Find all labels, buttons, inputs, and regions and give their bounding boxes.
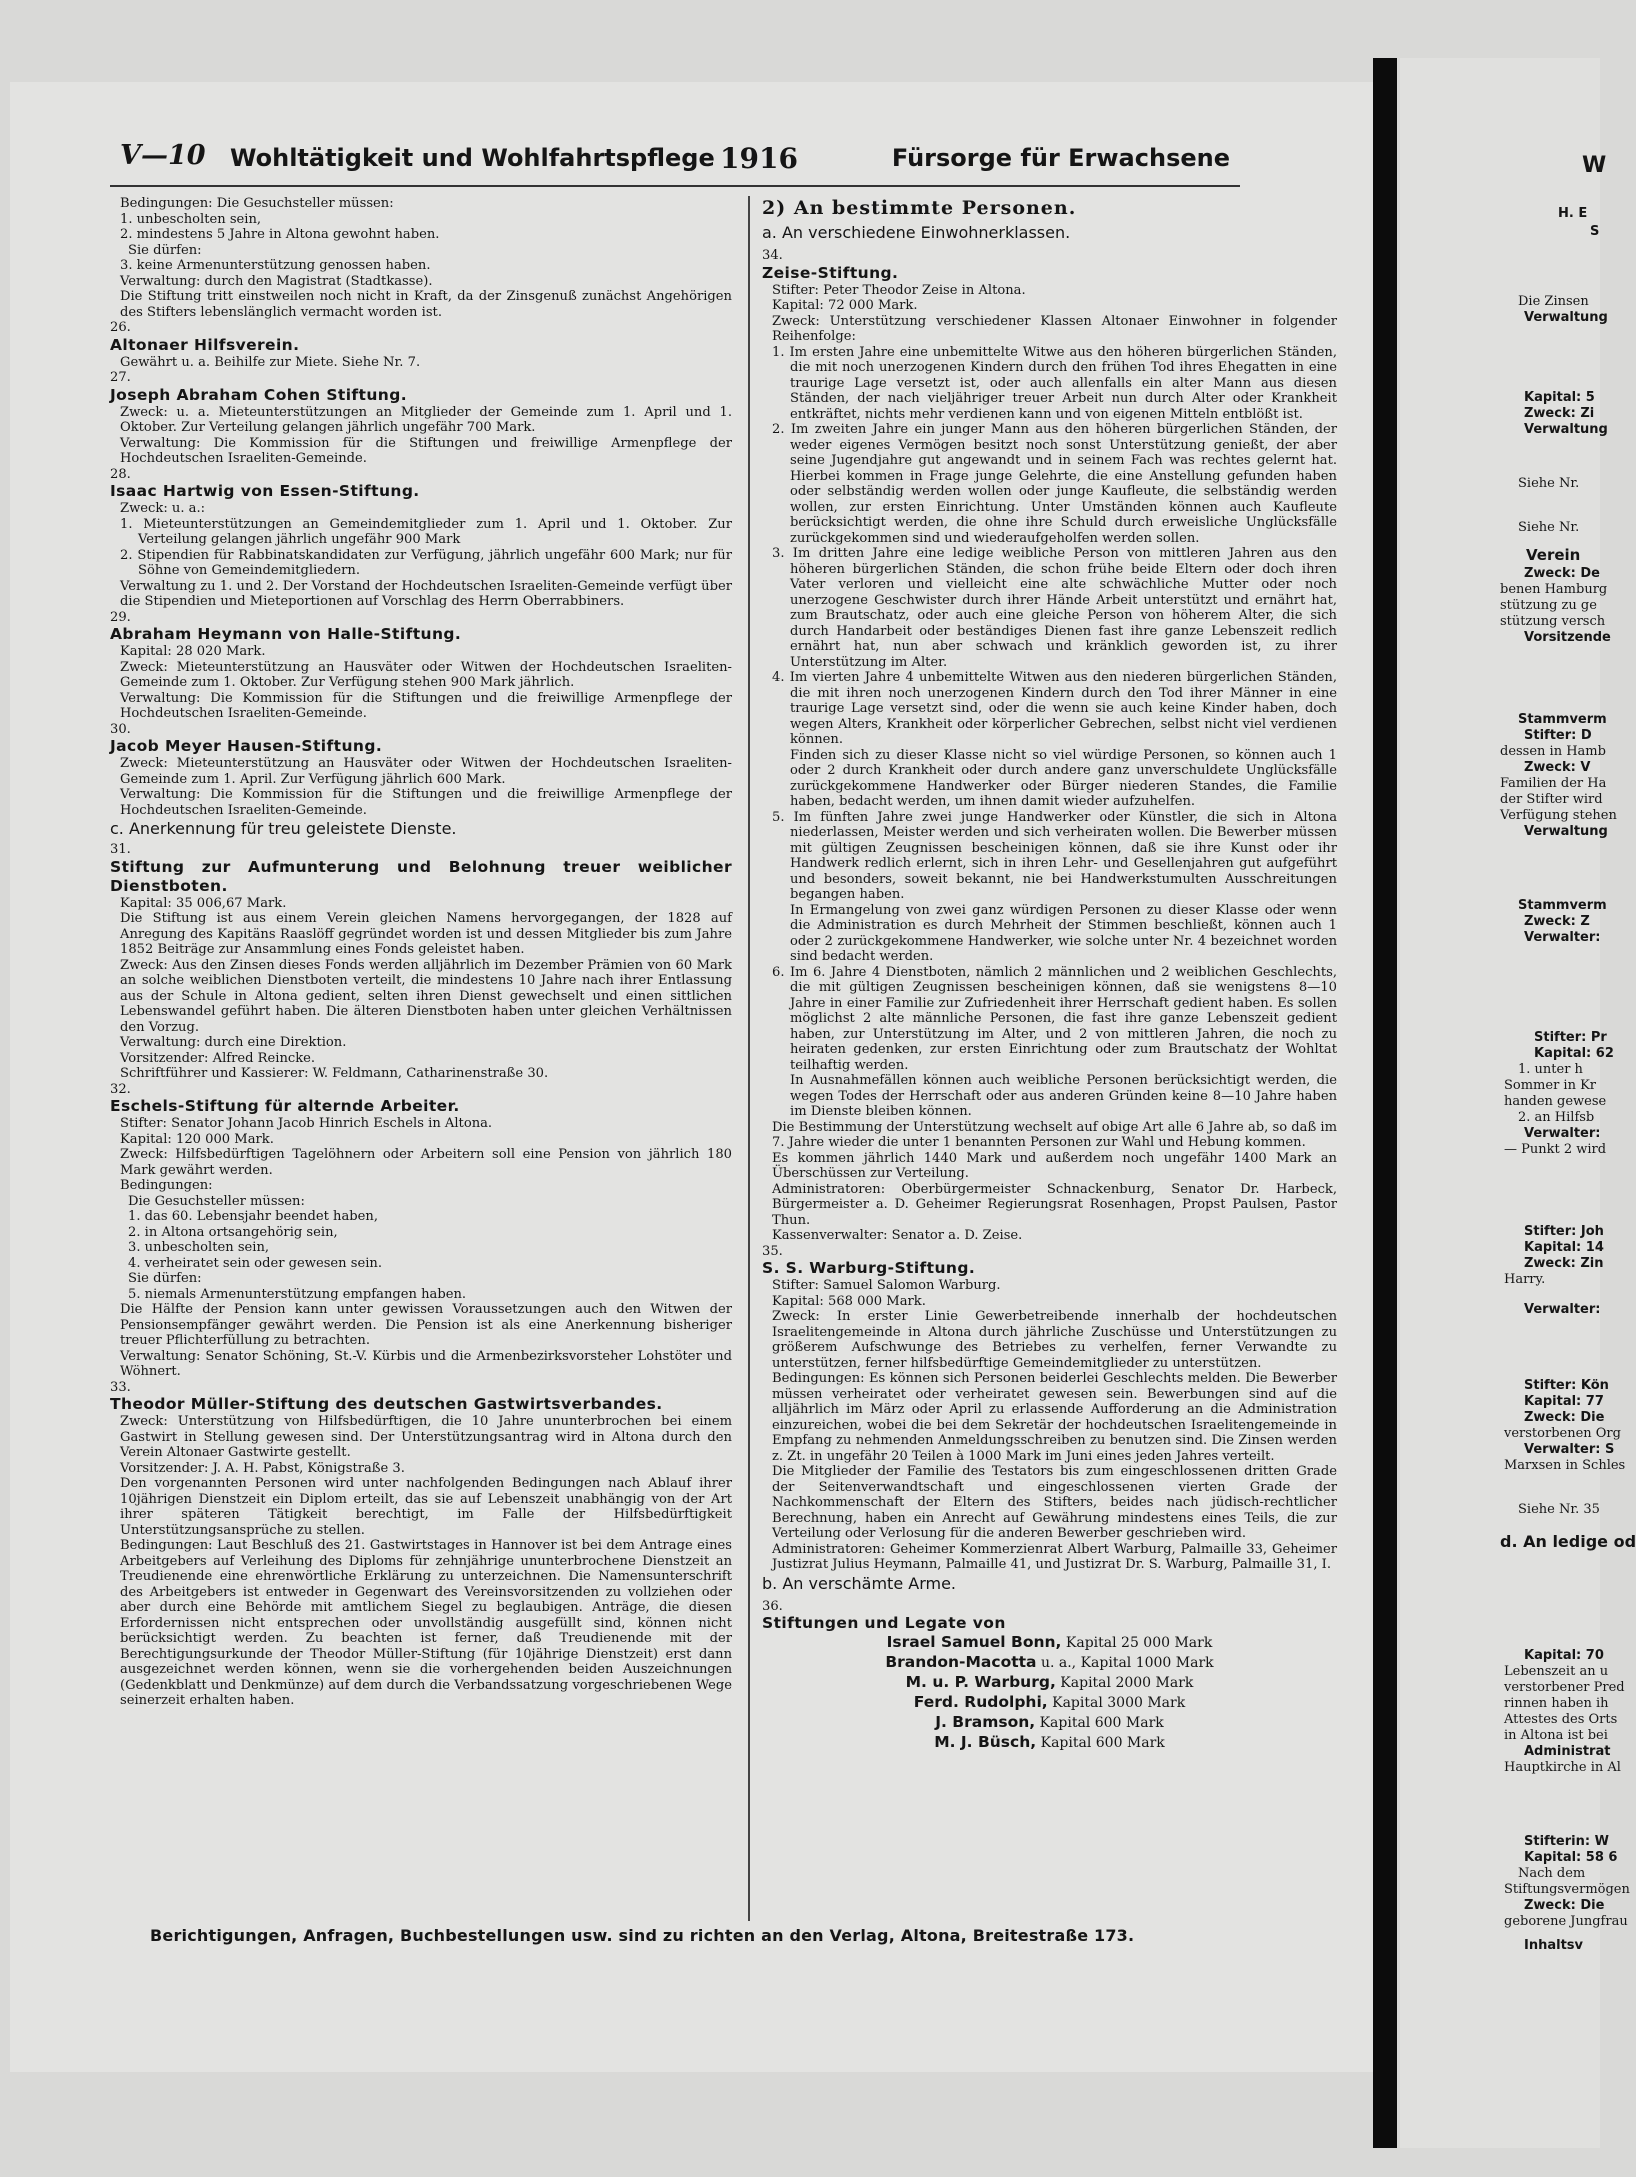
legacy-item (762, 1633, 1337, 1653)
entry-title: Joseph Abraham Cohen Stiftung. (110, 385, 408, 404)
fragment-line: stützung versch (1500, 614, 1606, 629)
entry-verwaltung: Verwaltung: durch eine Direktion. (120, 1035, 347, 1050)
left-column (110, 196, 732, 1922)
entry-item: 2. Im zweiten Jahre ein junger Mann aus den höheren bürgerlichen Ständen, der weder eigenes Vermögen besitzt noch sonst Unterstützung genießt, der aber seine Jugendjahre gut angewandt und in seinem Fach was rechtes gelernt hat. Hierbei kommen in Frage junge Gelehrte, die eine Anstellung gefunden haben oder selbständig werden wollen oder junge Kaufleute, die selbständig werden wollen, zur ersten Einrichtung. Unter Umständen können auch Kaufleute berücksichtigt werden, die ohne ihre Schuld durch erweisliche Unglücksfälle zurückgekommen sind und wiederaufgeholfen werden sollen. (772, 422, 1337, 546)
entry-text: Die Bestimmung der Unterstützung wechselt auf obige Art alle 6 Jahre ab, so daß im 7. Jahre wieder die unter 1 benannten Personen zur Wahl und Hebung kommen. (772, 1119, 1337, 1150)
legacy-name: Ferd. Rudolphi, (913, 1693, 1048, 1711)
intro-line: Die Stiftung tritt einstweilen noch nicht in Kraft, da der Zinsgenuß zunächst Angehörigen des Stifters lebenslänglich vermacht worden ist. (120, 289, 732, 320)
entry-item: 4. verheiratet sein oder gewesen sein. (128, 1255, 383, 1271)
fragment-line: Lebenszeit an u (1504, 1664, 1609, 1679)
legacy-item (762, 1673, 1337, 1693)
entry-item: 6. Im 6. Jahre 4 Dienstboten, nämlich 2 männlichen und 2 weiblichen Geschlechts, die mit gültigen Zeugnissen bescheinigen können, daß sie wenigstens 8—10 Jahre in einer Familie zur Zufriedenheit ihrer Herrschaft gedient haben. Es sollen möglichst 2 alte männliche Personen, die fast ihre ganze Lebenszeit gedient haben, zur Unterstützung im Alter, und 2 von mittleren Jahren, die noch zu heiraten gedenken, zur ersten Einrichtung oder zum Brautschatz der Wohltat teilhaftig werden. (772, 964, 1337, 1073)
entry-number: 36. (762, 1598, 783, 1614)
fragment-line: dessen in Hamb (1500, 744, 1606, 759)
fragment-line: Familien der Ha (1500, 776, 1607, 791)
entry-title: S. S. Warburg-Stiftung. (762, 1259, 976, 1277)
intro-line: Sie dürfen: (128, 242, 202, 258)
intro-line: 2. mindestens 5 Jahre in Altona gewohnt haben. (120, 227, 440, 242)
fragment-line: Zweck: De (1524, 566, 1600, 581)
entry-verwaltung: Verwaltung: Die Kommission für die Stiftungen und freiwillige Armenpflege der Hochdeutschen Israeliten-Gemeinde. (120, 435, 732, 466)
fragment-line: Inhaltsv (1524, 1938, 1584, 1953)
entry-text: Die Hälfte der Pension kann unter gewissen Voraussetzungen auch den Witwen der Pensionsempfänger gewährt werden. Die Pension ist als eine Anerkennung bisheriger treuer Pflichterfüllung zu betrachten. (120, 1302, 732, 1348)
entry-title: Theodor Müller-Stiftung des deutschen Gastwirtsverbandes. (110, 1395, 663, 1413)
entry-item: 2. Stipendien für Rabbinatskandidaten zur Verfügung, jährlich ungefähr 600 Mark; nur für Söhne von Gemeindemitgliedern. (120, 547, 732, 578)
subsection-heading: a. An verschiedene Einwohnerklassen. (762, 223, 1071, 242)
fragment-line: Stifter: Kön (1524, 1378, 1609, 1393)
intro-line: 1. unbescholten sein, (120, 211, 262, 227)
fragment-line: Verfügung stehen (1500, 808, 1617, 823)
entry-title: Abraham Heymann von Halle-Stiftung. (110, 625, 462, 643)
entry-bedingungen: Bedingungen: Es können sich Personen beiderlei Geschlechts melden. Die Bewerber müssen verheiratet oder verheiratet gewesen sein. Bewerbungen sind auf die alljährlich im März oder April zu erlassende Aufforderung an die Administration einzureichen, wobei die bei dem Sekretär der hochdeutschen Israelitengemeinde in Empfang zu nehmenden Anmeldungsschreiben zu benutzen sind. Die Zinsen werden z. Zt. in ungefähr 20 Teilen à 1000 Mark im Juni eines jeden Jahres verteilt. (772, 1371, 1337, 1464)
entry-number: 32. (110, 1081, 131, 1097)
entry-kapital: Kapital: 72 000 Mark. (772, 298, 918, 313)
entry-kapital: Kapital: 568 000 Mark. (772, 1293, 926, 1309)
fragment-line: 2. an Hilfsb (1518, 1110, 1595, 1125)
fragment-line: Verwaltung (1524, 310, 1608, 325)
fragment-line: Attestes des Orts (1504, 1712, 1618, 1727)
entry-text: Finden sich zu dieser Klasse nicht so viel würdige Personen, so können auch 1 oder 2 durch Krankheit oder durch andere ganz unverschuldete Unglücksfälle zurückgekommene Handwerker oder Bürger niederen Standes, die Familie haben, bedacht werden, um ihnen damit wieder aufzuhelfen. (790, 747, 1337, 809)
page-number: V—10 (120, 140, 206, 171)
entry-title: Zeise-Stiftung. (762, 263, 899, 282)
legacy-item (762, 1713, 1337, 1733)
year: 1916 (720, 142, 798, 175)
fragment-line: d. An ledige od (1500, 1532, 1636, 1551)
fragment-line: Kapital: 70 (1524, 1648, 1604, 1663)
fragment-line: Verwaltung (1524, 824, 1608, 839)
legacy-name: Israel Samuel Bonn, (886, 1633, 1062, 1651)
entry-administratoren: Administratoren: Oberbürgermeister Schnackenburg, Senator Dr. Harbeck, Bürgermeister a. D. Geheimer Regierungsrat Rosenhagen, Propst Paulsen, Pastor Thun. (772, 1181, 1337, 1228)
entry-title: Stiftung zur Aufmunterung und Belohnung treuer weiblicher Dienstboten. (110, 857, 732, 895)
fragment-line: Verwalter: S (1524, 1442, 1615, 1457)
fragment-line: Nach dem (1518, 1866, 1586, 1881)
entry-zweck: Zweck: u. a. Mieteunterstützungen an Mitglieder der Gemeinde zum 1. April und 1. Oktober. Zur Verteilung gelangen jährlich ungefähr 700 Mark. (120, 404, 732, 435)
entry-text: In Ermangelung von zwei ganz würdigen Personen zu dieser Klasse oder wenn die Administration es durch Mehrheit der Stimmen beschließt, können auch 1 oder 2 zurückgekommene Handwerker, wie solche unter Nr. 4 bezeichnet worden sind bedacht werden. (790, 902, 1337, 964)
entry-text: Die Stiftung ist aus einem Verein gleichen Namens hervorgegangen, der 1828 auf Anregung des Kapitäns Raaslöff gegründet worden ist und dessen Mitglieder bis zum Jahre 1852 Beiträge zur Ansammlung eines Fonds geleistet haben. (120, 911, 732, 957)
fragment-line: Sommer in Kr (1504, 1078, 1597, 1093)
fragment-line: Administrat (1524, 1744, 1611, 1759)
entry-text: Gewährt u. a. Beihilfe zur Miete. Siehe Nr. 7. (120, 354, 421, 370)
fragment-line: handen gewese (1504, 1094, 1607, 1109)
publisher-footer: Berichtigungen, Anfragen, Buchbestellungen usw. sind zu richten an den Verlag, Altona, Breitestraße 173. (150, 1926, 1135, 1945)
fragment-line: in Altona ist bei (1504, 1728, 1608, 1743)
legacy-capital: u. a., Kapital 1000 Mark (1040, 1655, 1214, 1671)
fragment-line: verstorbenen Org (1504, 1426, 1621, 1441)
entry-verwaltung: Verwaltung: Die Kommission für die Stiftungen und die freiwillige Armenpflege der Hochdeutschen Israeliten-Gemeinde. (120, 690, 732, 721)
legacy-name: M. u. P. Warburg, (905, 1673, 1056, 1691)
fragment-line: Zweck: Zi (1524, 406, 1595, 421)
right-column (762, 196, 1337, 1922)
entry-number: 34. (762, 248, 783, 263)
fragment-line: stützung zu ge (1500, 598, 1597, 613)
entry-item: Die Gesuchsteller müssen: (128, 1193, 305, 1209)
fragment-line: Zweck: Die (1524, 1898, 1605, 1913)
entry-kapital: Kapital: 120 000 Mark. (120, 1131, 274, 1147)
next-page-fragment (1400, 58, 1636, 2148)
entry-bedingungen: Bedingungen: (120, 1178, 213, 1193)
entry-text: Die Mitglieder der Familie des Testators bis zum eingeschlossenen dritten Grade der Seitenverwandtschaft und eingeschlossenen vierten Grade der Nachkommenschaft der Eltern des Stifters, beides nach jüdisch-rechtlicher Berechnung, haben ein Anrecht auf Gewährung mindestens eines Teils, die zur Verteilung oder Verlosung für die anderen Bewerber geschrieben wird. (772, 1464, 1337, 1541)
fragment-line: Verwaltung (1524, 422, 1608, 437)
page-binding-divider (1373, 58, 1397, 2148)
fragment-line: Verwalter: (1524, 930, 1601, 945)
fragment-line: — Punkt 2 wird (1504, 1142, 1607, 1157)
entry-item: 1. Im ersten Jahre eine unbemittelte Witwe aus den höheren bürgerlichen Ständen, die mit noch unerzogenen Kindern durch den frühen Tod ihres Ehegatten in eine traurige Lage versetzt ist, oder auch allenfalls ein alter Mann aus diesen Ständen, der nach vieljähriger treuer Arbeit nun durch Alter oder Krankheit entkräftet, nichts mehr verdienen kann und von eigenen Mitteln entblößt ist. (772, 344, 1337, 422)
entry-title: Eschels-Stiftung für alternde Arbeiter. (110, 1097, 460, 1115)
fragment-line: der Stifter wird (1500, 792, 1603, 807)
fragment-line: S (1590, 224, 1600, 239)
entry-item: 5. Im fünften Jahre zwei junge Handwerker oder Künstler, die sich in Altona niederlassen, Meister werden und sich verheiraten wollen. Die Bewerber müssen mit gültigen Zeugnissen bescheinigen können, daß sie ihre Kunst oder ihr Handwerk redlich erlernt, sich in ihren Lehr- und Gesellenjahren gut aufgeführt und besonders, soweit bekannt, nie bei Handwerkstumulten Ausschreitungen begangen haben. (772, 809, 1337, 902)
entry-kassenverwalter: Kassenverwalter: Senator a. D. Zeise. (772, 1228, 1023, 1243)
entry-item: Sie dürfen: (128, 1271, 202, 1286)
fragment-line: H. E (1558, 206, 1588, 221)
legacy-item (762, 1733, 1337, 1753)
legacy-item (762, 1653, 1337, 1673)
legacy-item (762, 1693, 1337, 1713)
entry-number: 28. (110, 466, 131, 482)
fragment-line: Verwalter: (1524, 1126, 1601, 1141)
entry-bedingungen: Bedingungen: Laut Beschluß des 21. Gastwirtstages in Hannover ist bei dem Antrage eines Arbeitgebers auf Verleihung des Diploms für zehnjährige ununterbrochene Dienstzeit an Treudienende eine ehrenwörtliche Erklärung zu unterzeichnen. Die Namensunterschrift des Arbeitgebers ist entweder in Gegenwart des Vereinsvorsitzenden zu vollziehen oder aber durch eine Behörde mit amtlichem Siegel zu beglaubigen. Anträge, die diesen Erfordernissen nicht entsprechen oder unvollständig ausgefüllt sind, können nicht berücksichtigt werden. Zu beachten ist ferner, daß Treudienende mit der Berechtigungsurkunde der Theodor Müller-Stiftung (für 10jährige Dienstzeit) erst dann ausgezeichnet werden können, wenn sie die vorhergehenden beiden Auszeichnungen (Gedenkblatt und Denkmünze) auf dem durch die Verbandssatzung vorgeschriebenen Wege seinerzeit erhalten haben. (120, 1538, 732, 1708)
legacy-list (762, 1633, 1337, 1753)
fragment-line: Stiftungsvermögen (1504, 1882, 1630, 1897)
entry-zweck: Zweck: Mieteunterstützung an Hausväter oder Witwen der Hochdeutschen Israeliten-Gemeinde zum 1. Oktober. Zur Verfügung stehen 900 Mark jährlich. (120, 659, 732, 690)
entry-vorsitzender: Vorsitzender: J. A. H. Pabst, Königstraße 3. (120, 1460, 405, 1476)
page-header (120, 140, 1230, 180)
fragment-line: Zweck: Z (1524, 914, 1590, 929)
entry-number: 33. (110, 1379, 131, 1395)
fragment-line: Siehe Nr. 35 (1518, 1502, 1600, 1517)
fragment-line: benen Hamburg (1500, 582, 1608, 597)
fragment-line: Kapital: 5 (1524, 390, 1595, 405)
subsection-heading: c. Anerkennung für treu geleistete Dienste. (110, 819, 457, 838)
legacy-capital: Kapital 600 Mark (1040, 1735, 1165, 1751)
column-rule (748, 196, 750, 1921)
entry-text: In Ausnahmefällen können auch weibliche Personen berücksichtigt werden, die wegen Todes der Herrschaft oder aus anderen Gründen keine 8—10 Jahre haben im Dienste bleiben können. (790, 1073, 1337, 1119)
fragment-line: rinnen haben ih (1504, 1696, 1609, 1711)
fragment-line: Stifter: D (1524, 728, 1592, 743)
entry-item: 2. in Altona ortsangehörig sein, (128, 1224, 338, 1240)
legacy-name: M. J. Büsch, (934, 1733, 1037, 1751)
entry-verwaltung: Verwaltung: Senator Schöning, St.-V. Kürbis und die Armenbezirksvorsteher Lohstöter und Wöhnert. (120, 1348, 732, 1379)
entry-item: 3. Im dritten Jahre eine ledige weibliche Person von mittleren Jahren aus den höheren bürgerlichen Ständen, die schon frühe beide Eltern oder doch ihren Vater verloren und vielleicht eine alte schwächliche Mutter oder noch unerzogene Geschwister durch ihrer Hände Arbeit unterstützt und ernährt hat, zum Brautschatz, oder auch eine gleiche Person von höherem Alter, die sich durch Handarbeit oder beständiges Dienen fast ihre ganze Lebenszeit redlich ernährt hat, nun aber schwach und kränklich geworden ist, zu ihrer Unterstützung im Alter. (772, 546, 1337, 670)
fragment-line: Zweck: Zin (1524, 1256, 1604, 1271)
fragment-line: verstorbener Pred (1504, 1680, 1625, 1695)
entry-title: Jacob Meyer Hausen-Stiftung. (110, 737, 383, 755)
entry-number: 35. (762, 1243, 783, 1259)
entry-title: Stiftungen und Legate von (762, 1614, 1006, 1632)
fragment-line: Stifter: Joh (1524, 1224, 1604, 1239)
entry-kapital: Kapital: 28 020 Mark. (120, 644, 266, 659)
entry-zweck: Zweck: Hilfsbedürftigen Tagelöhnern oder Arbeitern soll eine Pension von jährlich 180 Mark gewährt werden. (120, 1147, 732, 1178)
entry-zweck: Zweck: u. a.: (120, 501, 206, 516)
fragment-line: Zweck: V (1524, 760, 1591, 775)
intro-line: 3. keine Armenunterstützung genossen haben. (120, 258, 431, 273)
fragment-line: Verein (1526, 546, 1581, 564)
fragment-line: Stifterin: W (1524, 1834, 1609, 1849)
entry-item: 4. Im vierten Jahre 4 unbemittelte Witwen aus den niederen bürgerlichen Ständen, die mit ihren noch unerzogenen Kindern durch den Tod ihrer Männer in eine traurige Lage versetzt sind, oder die wenn sie auch keine Kinder haben, doch wegen Alters, Krankheit oder körperlicher Gebrechen, selbst nicht viel verdienen können. (772, 670, 1337, 747)
fragment-line: geborene Jungfrau (1504, 1914, 1628, 1929)
entry-administratoren: Administratoren: Geheimer Kommerzienrat Albert Warburg, Palmaille 33, Geheimer Justizrat Julius Heymann, Palmaille 41, und Justizrat Dr. S. Warburg, Palmaille 31, I. (772, 1541, 1337, 1572)
fragment-line: Siehe Nr. (1518, 520, 1580, 535)
fragment-line: Die Zinsen (1518, 294, 1589, 309)
entry-text: Es kommen jährlich 1440 Mark und außerdem noch ungefähr 1400 Mark an Überschüssen zur Verteilung. (772, 1150, 1337, 1181)
entry-kapital: Kapital: 35 006,67 Mark. (120, 895, 287, 911)
entry-verwaltung: Verwaltung zu 1. und 2. Der Vorstand der Hochdeutschen Israeliten-Gemeinde verfügt über die Stipendien und Mieteportionen auf Vorschlag des Herrn Oberrabbiners. (120, 578, 732, 609)
fragment-line: Harry. (1504, 1272, 1546, 1287)
section-heading: 2) An bestimmte Personen. (762, 197, 1077, 219)
entry-item: 3. unbescholten sein, (128, 1240, 270, 1255)
entry-number: 29. (110, 609, 131, 625)
entry-item: 1. das 60. Lebensjahr beendet haben, (128, 1209, 378, 1224)
section-title-left: Wohltätigkeit und Wohlfahrtspflege (230, 144, 715, 172)
entry-text: Den vorgenannten Personen wird unter nachfolgenden Bedingungen nach Ablauf ihrer 10jährigen Dienstzeit ein Diplom erteilt, das sie auf Lebenszeit unabhängig von der Art ihrer späteren Tätigkeit berechtigt, im Falle der Hilfsbedürftigkeit Unterstützungsansprüche zu stellen. (120, 1476, 732, 1538)
fragment-line: Hauptkirche in Al (1504, 1760, 1621, 1775)
entry-stifter: Stifter: Peter Theodor Zeise in Altona. (772, 282, 1026, 298)
entry-zweck: Zweck: In erster Linie Gewerbetreibende innerhalb der hochdeutschen Israelitengemeinde in Altona durch jährliche Zuschüsse und Unterstützungen zu größerem Aufschwunge des Betriebes zu verhelfen, ferner Verwandte zu unterstützen, ferner hilfsbedürftige Gemeindemitglieder zu unterstützen. (772, 1309, 1337, 1371)
fragment-line: Kapital: 14 (1524, 1240, 1604, 1255)
entry-zweck: Zweck: Aus den Zinsen dieses Fonds werden alljährlich im Dezember Prämien von 60 Mark an solche weiblichen Dienstboten verteilt, die mindestens 10 Jahre nach ihrer Entlassung aus der Schule in Altona gedient, selten ihren Dienst gewechselt und einen sittlichen Lebenswandel geführt haben. Die älteren Dienstboten haben unter gleichen Verhältnissen den Vorzug. (120, 957, 732, 1035)
fragment-line: 1. unter h (1518, 1062, 1583, 1077)
legacy-name: Brandon-Macotta (885, 1653, 1037, 1671)
fragment-line: Kapital: 62 (1534, 1046, 1614, 1061)
section-title-right: Fürsorge für Erwachsene (891, 144, 1230, 172)
legacy-capital: Kapital 600 Mark (1039, 1715, 1164, 1731)
entry-verwaltung: Verwaltung: Die Kommission für die Stiftungen und die freiwillige Armenpflege der Hochdeutschen Israeliten-Gemeinde. (120, 787, 732, 818)
fragment-line: Kapital: 58 6 (1524, 1850, 1618, 1865)
legacy-name: J. Bramson, (935, 1713, 1036, 1731)
entry-zweck: Zweck: Unterstützung von Hilfsbedürftigen, die 10 Jahre ununterbrochen bei einem Gastwirt in Stellung gewesen sind. Der Unterstützungsantrag wird in Altona durch den Verein Altonaer Gastwirte gestellt. (120, 1414, 732, 1460)
entry-schriftfuehrer: Schriftführer und Kassierer: W. Feldmann, Catharinenstraße 30. (120, 1066, 549, 1081)
fragment-line: Vorsitzende (1524, 630, 1611, 645)
legacy-capital: Kapital 25 000 Mark (1065, 1635, 1213, 1651)
legacy-capital: Kapital 3000 Mark (1052, 1695, 1186, 1711)
entry-number: 31. (110, 842, 131, 857)
intro-line: Verwaltung: durch den Magistrat (Stadtkasse). (120, 273, 433, 289)
entry-number: 30. (110, 721, 131, 737)
entry-title: Altonaer Hilfsverein. (110, 335, 300, 354)
fragment-line: Verwalter: (1524, 1302, 1601, 1317)
entry-item: 5. niemals Armenunterstützung empfangen haben. (128, 1286, 467, 1302)
entry-zweck: Zweck: Mieteunterstützung an Hausväter oder Witwen der Hochdeutschen Israeliten-Gemeinde zum 1. April. Zur Verfügung jährlich 600 Mark. (120, 756, 732, 787)
legacy-capital: Kapital 2000 Mark (1060, 1675, 1194, 1691)
entry-vorsitzender: Vorsitzender: Alfred Reincke. (120, 1050, 316, 1066)
entry-stifter: Stifter: Samuel Salomon Warburg. (772, 1278, 1001, 1293)
intro-line: Bedingungen: Die Gesuchsteller müssen: (120, 196, 394, 211)
entry-number: 26. (110, 320, 131, 335)
fragment-line: Stammverm (1518, 712, 1607, 727)
fragment-line: Siehe Nr. (1518, 476, 1580, 491)
fragment-line: Stammverm (1518, 898, 1607, 913)
next-page-header: W (1582, 153, 1607, 178)
fragment-line: Marxsen in Schles (1504, 1458, 1626, 1473)
entry-zweck: Zweck: Unterstützung verschiedener Klassen Altonaer Einwohner in folgender Reihenfolge: (772, 313, 1337, 344)
entry-stifter: Stifter: Senator Johann Jacob Hinrich Eschels in Altona. (120, 1116, 493, 1131)
header-rule (110, 185, 1240, 187)
fragment-line: Zweck: Die (1524, 1410, 1605, 1425)
entry-item: 1. Mieteunterstützungen an Gemeindemitglieder zum 1. April und 1. Oktober. Zur Verteilung gelangen jährlich ungefähr 900 Mark (120, 516, 732, 547)
entry-title: Isaac Hartwig von Essen-Stiftung. (110, 482, 420, 500)
entry-number: 27. (110, 370, 131, 385)
fragment-line: Stifter: Pr (1534, 1030, 1607, 1045)
fragment-line: Kapital: 77 (1524, 1394, 1604, 1409)
subsection-heading: b. An verschämte Arme. (762, 1573, 957, 1593)
